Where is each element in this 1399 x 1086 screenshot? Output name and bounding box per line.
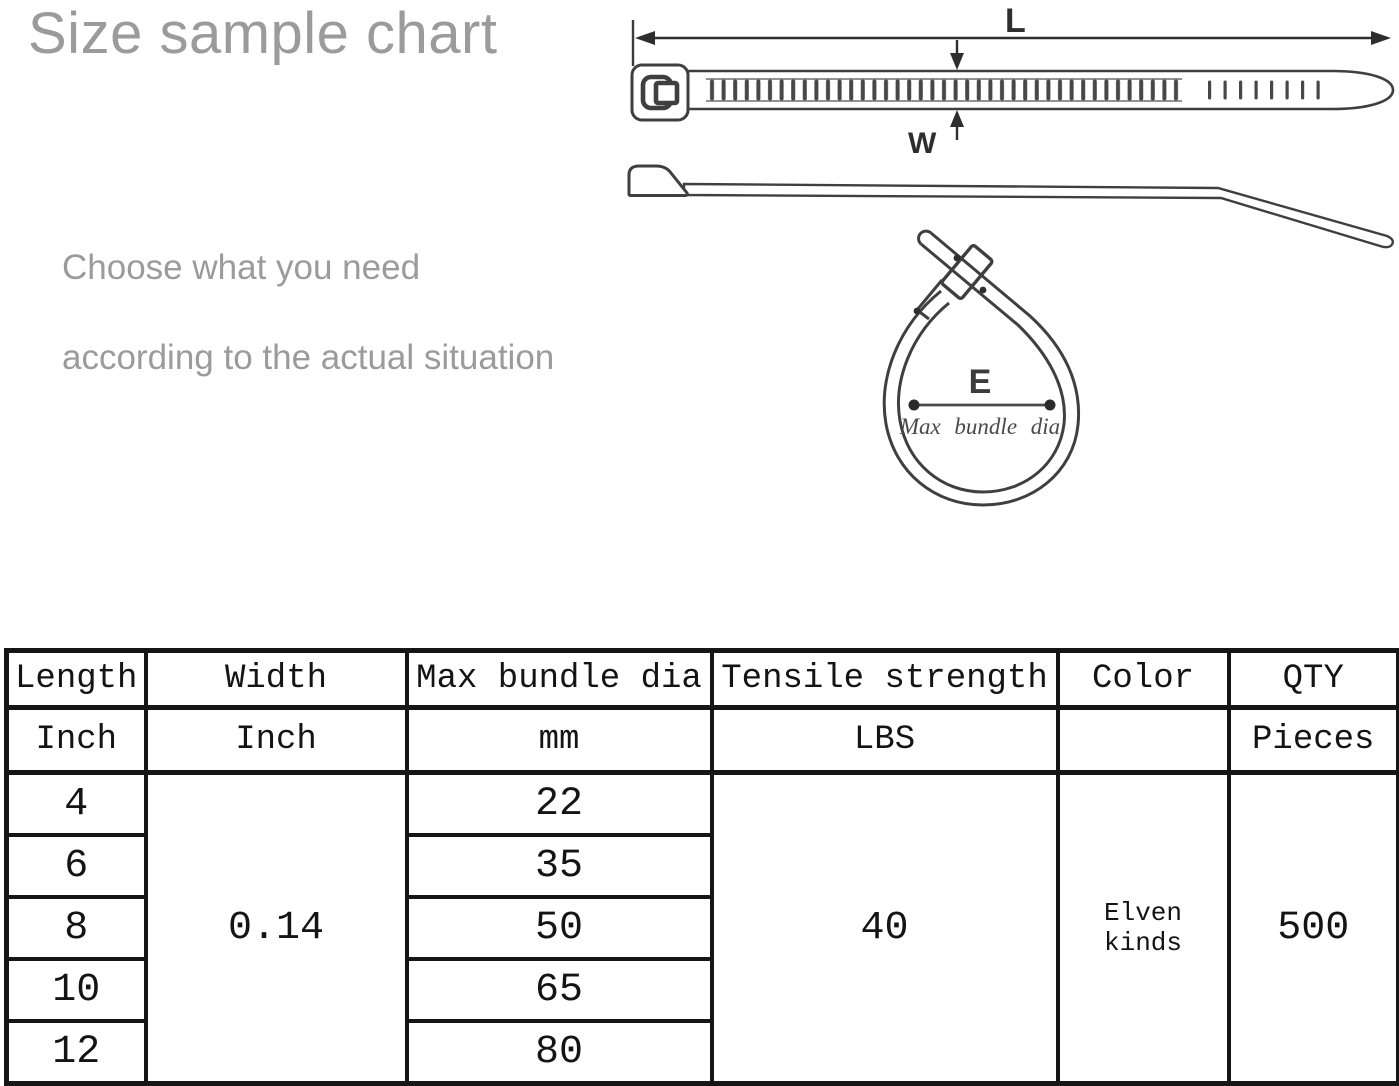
table-row bbox=[7, 773, 1399, 836]
size-table bbox=[4, 648, 1399, 1086]
unit-tensile: LBS bbox=[712, 708, 1058, 773]
length-dimension bbox=[633, 2, 1391, 66]
cell-max-dia-2: 50 bbox=[407, 897, 712, 959]
cell-tensile-merged: 40 bbox=[712, 773, 1058, 1084]
cell-max-dia-4: 80 bbox=[407, 1021, 712, 1084]
subtitle-line-1: Choose what you need bbox=[62, 248, 421, 287]
unit-length: Inch bbox=[7, 708, 146, 773]
cable-tie-side-view bbox=[629, 166, 1393, 247]
subtitle-line-2: according to the actual situation bbox=[62, 338, 555, 377]
cell-color-merged: Elven kinds bbox=[1058, 773, 1229, 1084]
col-header-color: Color bbox=[1058, 651, 1229, 708]
cell-length-1: 6 bbox=[7, 835, 146, 897]
cell-length-2: 8 bbox=[7, 897, 146, 959]
bundle-diameter-dimension bbox=[899, 363, 1060, 439]
col-header-width: Width bbox=[146, 651, 407, 708]
length-dimension-label: L bbox=[1005, 2, 1026, 40]
cell-qty-merged: 500 bbox=[1229, 773, 1399, 1084]
cell-length-0: 4 bbox=[7, 773, 146, 836]
cable-tie-diagrams bbox=[600, 0, 1399, 545]
col-header-max-dia: Max bundle dia bbox=[407, 651, 712, 708]
diameter-caption: Max bundle dia bbox=[899, 414, 1061, 439]
cell-max-dia-0: 22 bbox=[407, 773, 712, 836]
cell-length-3: 10 bbox=[7, 959, 146, 1021]
col-header-qty: QTY bbox=[1229, 651, 1399, 708]
unit-qty: Pieces bbox=[1229, 708, 1399, 773]
unit-width: Inch bbox=[146, 708, 407, 773]
cell-width-merged: 0.14 bbox=[146, 773, 407, 1084]
width-dimension-label: W bbox=[908, 127, 937, 160]
cell-max-dia-3: 65 bbox=[407, 959, 712, 1021]
unit-color bbox=[1058, 708, 1229, 773]
table-header-row bbox=[7, 651, 1399, 708]
diameter-dimension-label: E bbox=[968, 363, 992, 401]
cable-tie-top-view bbox=[632, 65, 1393, 120]
page-title: Size sample chart bbox=[28, 1, 498, 66]
cell-max-dia-1: 35 bbox=[407, 835, 712, 897]
col-header-tensile: Tensile strength bbox=[712, 651, 1058, 708]
unit-max-dia: mm bbox=[407, 708, 712, 773]
table-units-row bbox=[7, 708, 1399, 773]
col-header-length: Length bbox=[7, 651, 146, 708]
cell-length-4: 12 bbox=[7, 1021, 146, 1084]
